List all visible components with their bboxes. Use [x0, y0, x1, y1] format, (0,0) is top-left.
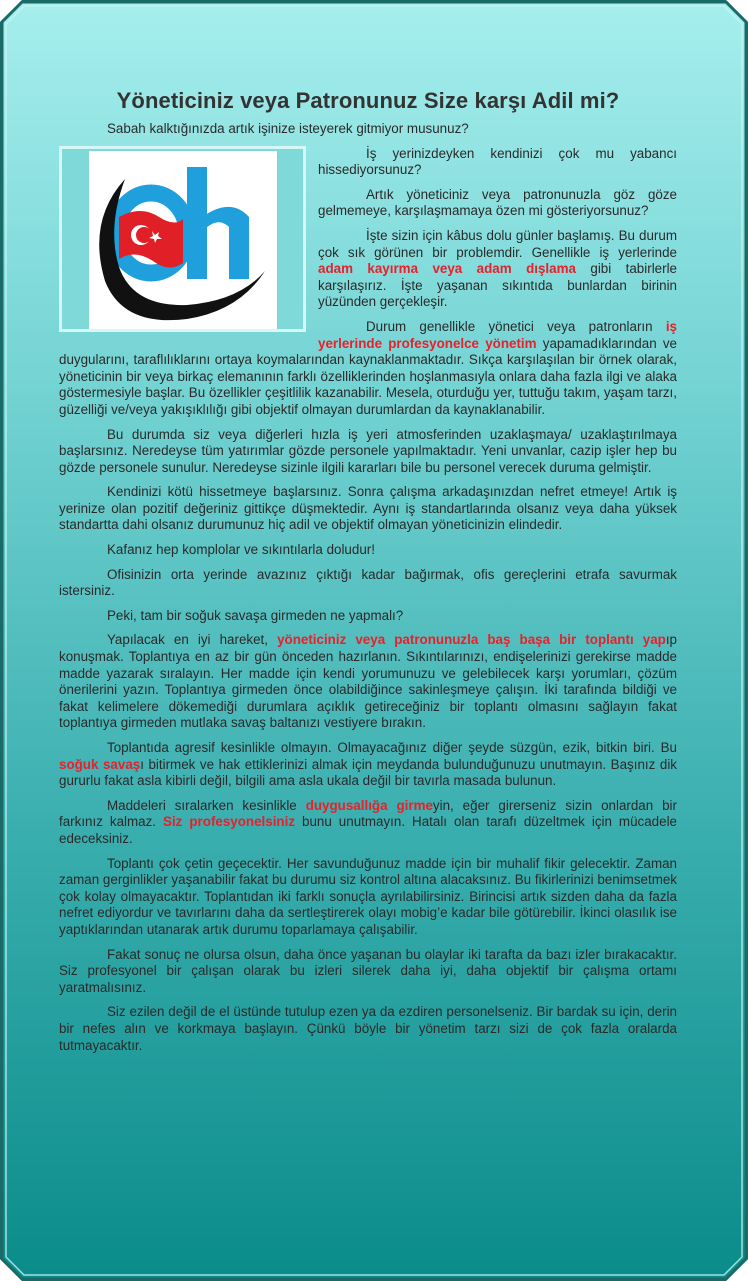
paragraph-text: İşte sizin için kâbus dolu günler başlamış. Bu durum çok sık görünen bir problemdir. Genellikle iş yerlerinde — [318, 227, 677, 260]
paragraph-text: Toplantıda agresif kesinlikle olmayın. Olmayacağınız diğer şeyde süzgün, ezik, bitkin biri. Bu — [107, 740, 677, 755]
highlight-text: soğuk savaş — [59, 756, 141, 772]
paragraph-text: ıp konuşmak. Toplantıya en az bir gün önceden hazırlanın. Sıkıntılarınızı, endişelerinizi gerekirse madde madde yazarak sıralayın. Her madde için kendi yorumunuzu ve gelebilecek karşı yorumları, çözüm önerilerini yazın. Toplantıya girmeden önce olabildiğince sakinleşmeye çalışın. İki tarafında bildiği ve fakat kelimelere dökemediği durumlara açıklık getireceğiniz bir toplantı olmasını sağlayın fakat toplantıya girmeden mutlaka savaş baltanızı vestiyere bırakın. — [59, 632, 677, 731]
logo — [89, 151, 277, 329]
article — [59, 88, 677, 1062]
paragraph — [59, 856, 677, 939]
paragraph-text: yapamadıklarından ve duygularını, taraflılıklarını ortaya koymalarından kaynaklanmaktadır. Sıkça karşılaşılan bir örnek olarak, yöneticinin bir veya birkaç elemanının farklı özelliklerinden hoşlanmasıyla onlara daha fazla ilgi ve alaka göstermesiyle başlar. Bu özellikler çeşitlilik kazanabilir. Mesela, oturduğu yer, tuttuğu takım, yaşam tarzı, güzelliği ve/veya yakışıklılığı gibi objektif olmayan durumlardan da kaynaklanabilir. — [59, 335, 677, 417]
highlight-text: adam kayırma veya adam dışlama — [318, 261, 576, 277]
highlight-text: duygusallığa girme — [305, 797, 433, 813]
paragraph-text: Bu durumda siz veya diğerleri hızla iş yeri atmosferinden uzaklaşmaya/ uzaklaştırılmaya başlarsınız. Neredeyse tüm yatırımlar gözde personele yapılmaktadır. Yeni unvanlar, cazip işler hep bu gözde personele sunulur. Neredeyse sizinle ilgili kararları bile bu personel verecek duruma gelmiştir. — [59, 426, 677, 475]
paragraph-text: Ofisinizin orta yerinde avazınız çıktığı kadar bağırmak, ofis gereçlerini etrafa savurmak istersiniz. — [59, 566, 677, 599]
paragraph-text: Durum genellikle yönetici veya patronların — [366, 318, 666, 334]
highlight-text: yöneticiniz veya patronunuzla baş başa bir toplantı yap — [277, 632, 666, 648]
highlight-text: Siz profesyonelsiniz — [163, 814, 296, 830]
paragraph-text: ı bitirmek ve hak ettiklerinizi almak için meydanda bulunduğunuzu unutmayın. Başınız dik gururlu fakat asla kibirli değil, bilgili ama asla ukala değil bir tavırla masada bulunun. — [59, 756, 677, 789]
paragraph — [59, 121, 677, 138]
paragraph-text: gibi tabirlerle karşılaşırız. İşte yaşanan sıkıntıda bunlardan birinin yüzünden gerçekleşir. — [318, 261, 677, 310]
paragraph-text: Kendinizi kötü hissetmeye başlarsınız. Sonra çalışma arkadaşınızdan nefret etmeye! Artık iş yerinize olan pozitif değeriniz gittikçe düşmektedir. Aynı iş standartlarında olsanız veya daha yüksek standartta dahi olsanız durumunuz hiç adil ve objektif olmayan yöneticinizin elindedir. — [59, 484, 677, 533]
paragraph — [59, 542, 677, 559]
paragraph — [59, 632, 677, 732]
paragraph-text: Peki, tam bir soğuk savaşa girmeden ne yapmalı? — [107, 607, 404, 623]
highlight-text: iş yerlerinde profesyonelce yönetim — [318, 318, 677, 351]
paragraph-text: Artık yöneticiniz veya patronunuzla göz göze gelmemeye, karşılaşmamaya özen mi gösteriyorsunuz? — [318, 186, 677, 219]
paragraph-text: Yapılacak en iyi hareket, — [107, 632, 278, 648]
paragraph — [59, 484, 677, 534]
page-title: Yöneticiniz veya Patronunuz Size karşı Adil mi? — [116, 88, 620, 113]
paragraph-text: Siz ezilen değil de el üstünde tutulup ezen ya da ezdiren personelseniz. Bir bardak su için, derin bir nefes alın ve korkmaya başlayın. Çünkü böyle bir yönetim tarzı sizi de çok fazla oralarda tutmayacaktır. — [59, 1004, 677, 1053]
paragraph-text: İş yerinizdeyken kendinizi çok mu yabancı hissediyorsunuz? — [318, 145, 677, 178]
logo-frame — [59, 146, 306, 332]
paragraph-text: bunu unutmayın. Hatalı olan tarafı düzeltmek için mücadele edeceksiniz. — [59, 814, 677, 846]
paragraph — [59, 1004, 677, 1054]
paragraph-text: yin, eğer girerseniz sizin onlardan bir farkınız kalmaz. — [59, 797, 677, 830]
paragraph — [59, 319, 677, 419]
paragraph — [59, 798, 677, 848]
paragraph-text: Maddeleri sıralarken kesinlikle — [107, 797, 306, 813]
paragraph-text: Fakat sonuç ne olursa olsun, daha önce yaşanan bu olaylar iki tarafta da bazı izler bırakacaktır. Siz profesyonel bir çalışan olarak bu izleri silerek daha iyi, daha objektif bir çalışma ortamı yaratmalısınız. — [59, 946, 677, 995]
paragraph — [59, 427, 677, 477]
paragraph — [59, 608, 677, 625]
oh-logo-icon — [89, 151, 277, 329]
paragraph-text: Toplantı çok çetin geçecektir. Her savunduğunuz madde için bir muhalif fikir gelecektir. Zaman zaman gerginlikler yaşanabilir fakat bu durumu siz kontrol altına alacaksınız. Bu fikirlerinizi benimsetmek çok kolay olmayacaktır. Toplantıdan iki farklı sonuçla ayrılabilirsiniz. Birincisi artık sizden daha da fazla nefret ediyordur ve tavırlarını daha da sertleştirerek olayı mobig’e kadar bile götürebilir. İkinci olasılık ise yaptıklarından utanarak artık durumu toparlamaya çalışabilir. — [59, 855, 677, 937]
paragraph — [59, 947, 677, 997]
paragraph — [59, 567, 677, 600]
paragraph-text: Kafanız hep komplolar ve sıkıntılarla doludur! — [107, 542, 375, 558]
paragraph — [59, 740, 677, 790]
paragraph-text: Sabah kalktığınızda artık işinize isteyerek gitmiyor musunuz? — [107, 121, 469, 136]
